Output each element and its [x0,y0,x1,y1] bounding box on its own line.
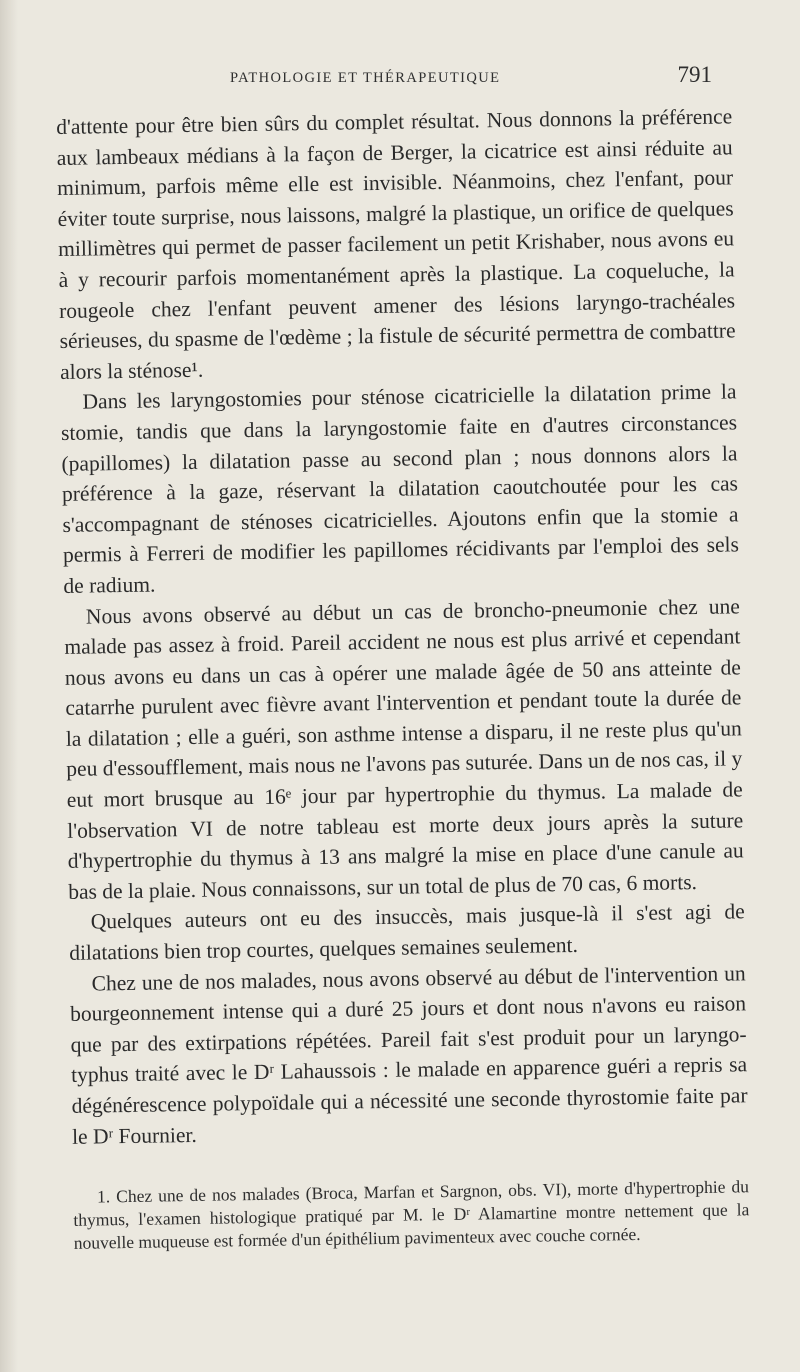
paragraph: Dans les laryngostomies pour sténose cicatricielle la dilatation prime la stomie, tandis que dans la laryngostomie faite en d'autres circonstances (papillomes) la dilatation passe au second plan ; nous donnons alors la préférence à la gaze, réservant la dilatation caoutchoutée pour les cas s'accompagnant de sténoses cicatricielles. Ajoutons enfin que la stomie a permis à Ferreri de modifier les papillomes récidivants par l'emploi des sels de radium. [60,379,740,598]
page-edge-shadow [0,0,18,1372]
running-title: PATHOLOGIE ET THÉRAPEUTIQUE [230,70,501,86]
paragraph: Nous avons observé au début un cas de broncho-pneumonie chez une malade pas assez à froid. Pareil accident ne nous est plus arrivé et cependant nous avons eu dans un cas à opérer une malade âgée de 50 ans atteinte de catarrhe purulent avec fièvre avant l'intervention et pendant toute la durée de la dilatation ; elle a guéri, son asthme intense a disparu, il ne reste plus qu'un peu d'essoufflement, mais nous ne l'avons pas suturée. Dans un de nos cas, il y eut mort brusque au 16ᵉ jour par hypertrophie du thymus. La malade de l'observation VI de notre tableau est morte deux jours après la suture d'hypertrophie du thymus à 13 ans malgré la mise en place d'une canule au bas de la plaie. Nous connaissons, sur un total de plus de 70 cas, 6 morts. [64,593,744,904]
page-number: 791 [677,62,712,87]
footnote: 1. Chez une de nos malades (Broca, Marfan et Sargnon, obs. VI), morte d'hypertrophie du thymus, l'examen histologique pratiqué par M. le Dʳ Alamartine montre nettement que la nouvelle muqueuse est formée d'un épithélium pavimenteux avec couche cornée. [73,1176,750,1254]
paragraph: d'attente pour être bien sûrs du complet résultat. Nous donnons la préférence aux lambeaux médians à la façon de Berger, la cicatrice est ainsi réduite au minimum, parfois même elle est invisible. Néanmoins, chez l'enfant, pour éviter toute surprise, nous laissons, malgré la plastique, un orifice de quelques millimètres qui permet de passer facilement un petit Krishaber, nous avons eu à y recourir parfois momentanément après la plastique. La coqueluche, la rougeole chez l'enfant peuvent amener des lésions laryngo-trachéales sérieuses, du spasme de l'œdème ; la fistule de sécurité permettra de combattre alors la sténose¹. [56,104,736,384]
paragraph: Quelques auteurs ont eu des insuccès, mais jusque-là il s'est agi de dilatations bien trop courtes, quelques semaines seulement. [69,899,745,965]
page-header [230,62,712,90]
paragraph: Chez une de nos malades, nous avons observé au début de l'intervention un bourgeonnement intense qui a duré 25 jours et dont nous n'avons eu raison que par des extirpations répétées. Pareil fait s'est produit pour un laryngo-typhus traité avec le Dʳ Lahaussois : le malade en apparence guéri a repris sa dégénérescence polypoïdale qui a nécessité une seconde thyrostomie faite par le Dʳ Fournier. [69,960,748,1149]
body-text [56,101,750,1255]
